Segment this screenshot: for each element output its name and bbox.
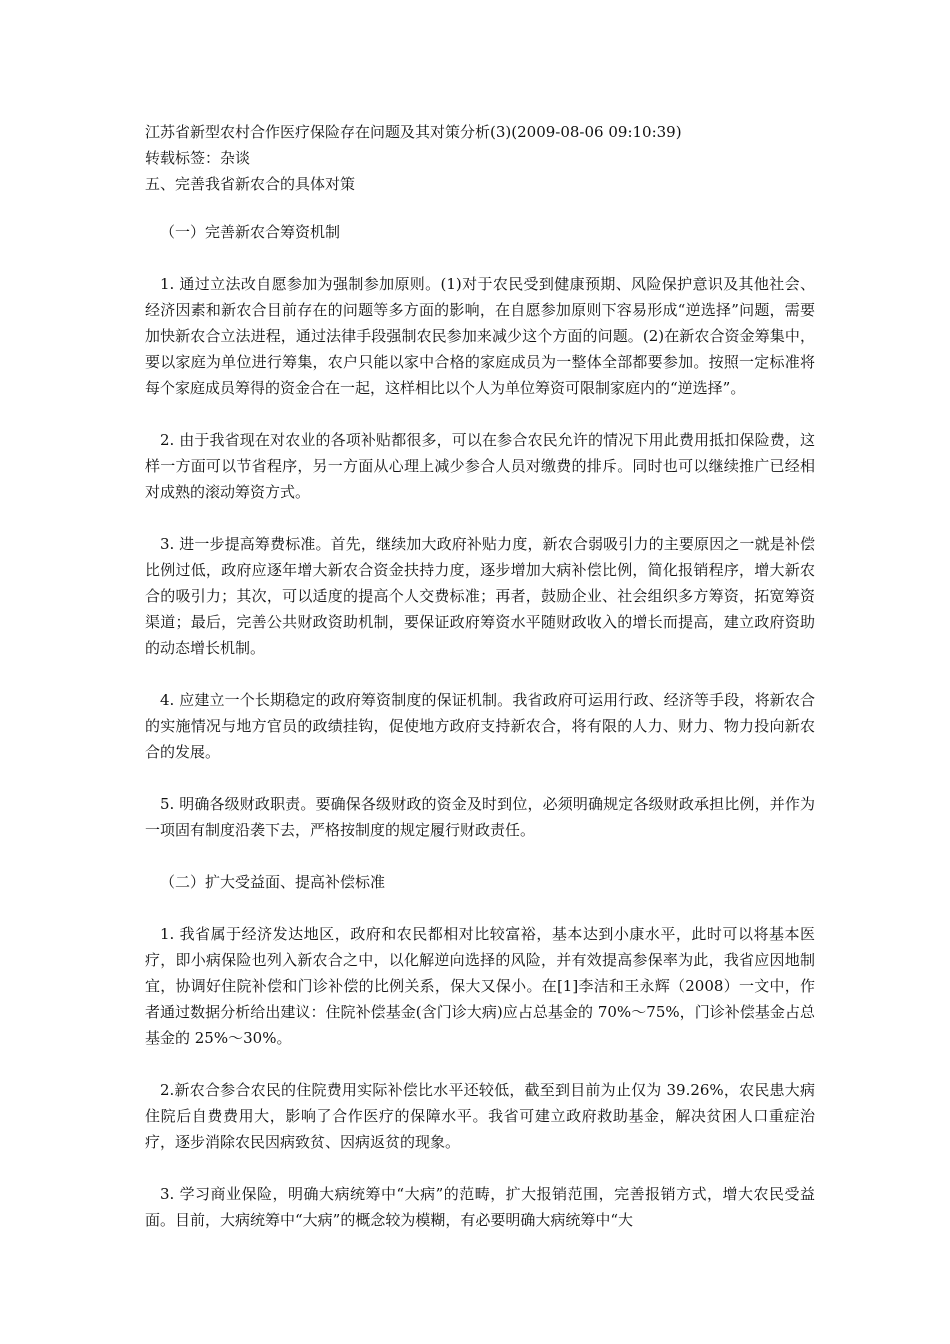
paragraph-funding-2: 2. 由于我省现在对农业的各项补贴都很多，可以在参合农民允许的情况下用此费用抵扣保险费，这样一方面可以节省程序，另一方面从心理上减少参合人员对缴费的排斥。同时也可以继续推广已经相对成熟的滚动筹资方式。 (145, 431, 815, 501)
paragraph-funding-4: 4. 应建立一个长期稳定的政府筹资制度的保证机制。我省政府可运用行政、经济等手段，将新农合的实施情况与地方官员的政绩挂钩，促使地方政府支持新农合，将有限的人力、财力、物力投向新农合的发展。 (145, 691, 815, 761)
paragraph-benefits-2: 2.新农合参合农民的住院费用实际补偿比水平还较低，截至到目前为止仅为 39.26%，农民患大病住院后自费费用大，影响了合作医疗的保障水平。我省可建立政府救助基金，解决贫困人口重症治疗，逐步消除农民因病致贫、因病返贫的现象。 (145, 1081, 815, 1151)
document-title: 江苏省新型农村合作医疗保险存在问题及其对策分析(3)(2009-08-06 09:10:39) (145, 123, 682, 141)
section-heading: 五、完善我省新农合的具体对策 (145, 175, 356, 193)
paragraph-funding-3: 3. 进一步提高筹费标准。首先，继续加大政府补贴力度，新农合弱吸引力的主要原因之一就是补偿比例过低，政府应逐年增大新农合资金扶持力度，逐步增加大病补偿比例，简化报销程序，增大新农合的吸引力；其次，可以适度的提高个人交费标准；再者，鼓励企业、社会组织多方筹资，拓宽筹资渠道；最后，完善公共财政资助机制，要保证政府筹资水平随财政收入的增长而提高，建立政府资助的动态增长机制。 (145, 535, 815, 657)
paragraph-benefits-3: 3. 学习商业保险，明确大病统筹中“大病”的范畴，扩大报销范围，完善报销方式，增大农民受益面。目前，大病统筹中“大病”的概念较为模糊，有必要明确大病统筹中“大 (145, 1185, 815, 1229)
paragraph-benefits-1: 1. 我省属于经济发达地区，政府和农民都相对比较富裕，基本达到小康水平，此时可以将基本医疗，即小病保险也列入新农合之中，以化解逆向选择的风险，并有效提高参保率为此，我省应因地制宜，协调好住院补偿和门诊补偿的比例关系，保大又保小。在[1]李洁和王永辉（2008）一文中，作者通过数据分析给出建议：住院补偿基金(含门诊大病)应占总基金的 70%～75%，门诊补偿基金占总基金的 25%～30%。 (145, 925, 815, 1047)
subsection-heading-funding: （一）完善新农合筹资机制 (160, 223, 341, 241)
repost-tags: 转载标签：杂谈 (145, 149, 251, 167)
paragraph-funding-5: 5. 明确各级财政职责。要确保各级财政的资金及时到位，必须明确规定各级财政承担比例，并作为一项固有制度沿袭下去，严格按制度的规定履行财政责任。 (145, 795, 815, 839)
document-body (145, 119, 815, 1233)
paragraph-funding-1: 1. 通过立法改自愿参加为强制参加原则。(1)对于农民受到健康预期、风险保护意识及其他社会、经济因素和新农合目前存在的问题等多方面的影响，在自愿参加原则下容易形成“逆选择”问题，需要加快新农合立法进程，通过法律手段强制农民参加来减少这个方面的问题。(2)在新农合资金筹集中，要以家庭为单位进行筹集，农户只能以家中合格的家庭成员为一整体全部都要参加。按照一定标准将每个家庭成员筹得的资金合在一起，这样相比以个人为单位筹资可限制家庭内的“逆选择”。 (145, 275, 815, 397)
subsection-heading-benefits: （二）扩大受益面、提高补偿标准 (160, 873, 386, 891)
